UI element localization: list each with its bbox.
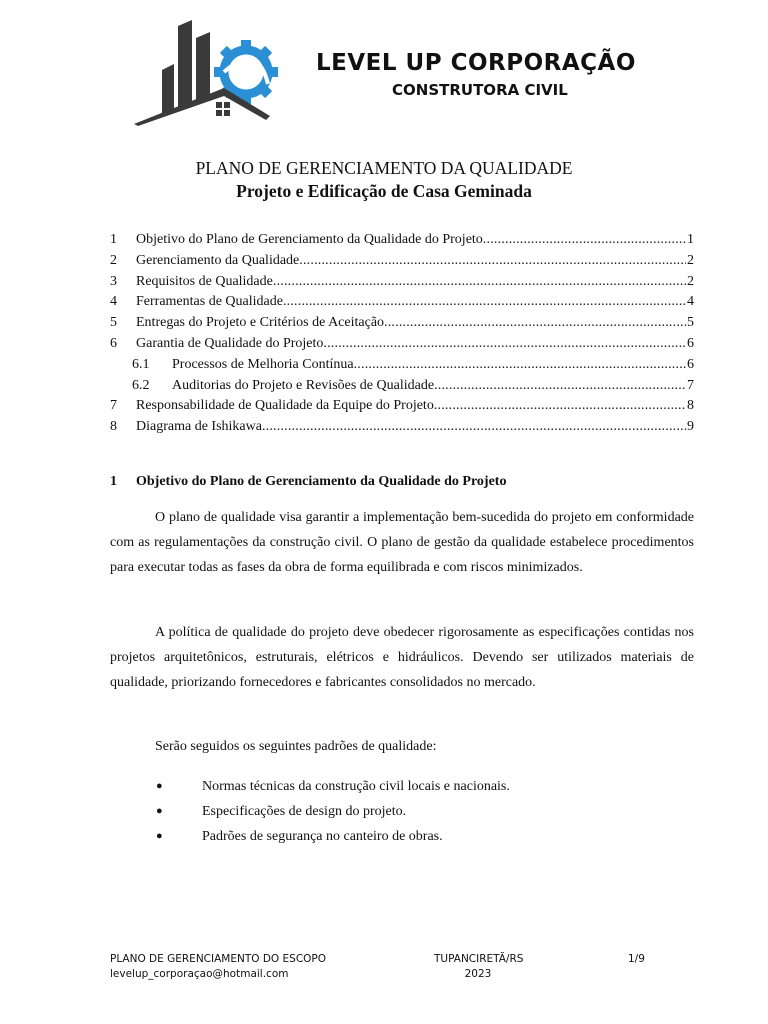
footer-center [434,952,522,982]
company-logo [128,12,288,132]
toc-title: Garantia de Qualidade do Projeto [136,335,324,351]
toc-page-number: 8 [687,398,694,414]
logo-building-center [178,20,192,109]
toc-subentry[interactable] [110,378,694,399]
toc-page-number: 2 [687,273,694,289]
toc-number: 6 [110,335,117,351]
toc-number: 6.2 [132,377,150,393]
toc-subentry[interactable] [110,357,694,378]
toc-leader [262,419,686,435]
footer-city: TUPANCIRETÃ/RS [434,953,524,965]
toc-entry[interactable] [110,336,694,357]
footer-doc-name: PLANO DE GERENCIAMENTO DO ESCOPO [110,953,327,965]
toc-title: Entregas do Projeto e Critérios de Aceitação [136,315,385,331]
toc-entry[interactable] [110,294,694,315]
toc-page-number: 2 [687,252,694,268]
list-item [110,774,694,799]
toc-title: Processos de Melhoria Contínua [172,356,354,372]
section-number: 1 [110,474,117,489]
paragraph: A política de qualidade do projeto deve obedecer rigorosamente as especificações contidas nos projetos arquitetônicos, estruturais, elétricos e hidráulicos. Devendo ser utilizados materiais de qualidade, priorizando fornecedores e fabricantes consolidados no mercado. [110,625,694,690]
toc-title: Gerenciamento da Qualidade [136,252,300,268]
toc-number: 3 [110,273,117,289]
toc-page-number: 6 [687,335,694,351]
toc-leader [283,294,686,310]
list-item [110,799,694,824]
bullet-icon: ● [156,830,163,842]
bullet-icon: ● [156,805,163,817]
toc-number: 6.1 [132,356,150,372]
toc-leader [384,315,686,331]
footer-year: 2023 [464,968,492,980]
toc-entry[interactable] [110,232,694,253]
toc-title: Auditorias do Projeto e Revisões de Qualidade [172,377,435,393]
toc-number: 1 [110,232,117,247]
bullet-icon: ● [156,780,163,792]
company-subtitle: CONSTRUTORA CIVIL [392,81,568,99]
document-title: PLANO DE GERENCIAMENTO DA QUALIDADE [195,158,573,178]
bullet-list [110,774,694,849]
toc-page-number: 1 [687,232,694,247]
list-item-text: Padrões de segurança no canteiro de obras. [202,829,443,844]
logo-building-right [196,32,210,100]
list-item-text: Especificações de design do projeto. [202,804,407,819]
toc-entry[interactable] [110,419,694,440]
toc-entry[interactable] [110,274,694,295]
toc-leader [354,357,686,373]
toc-title: Responsabilidade de Qualidade da Equipe do Projeto [136,398,434,414]
document-subtitle: Projeto e Edificação de Casa Geminada [236,181,532,201]
toc-page-number: 5 [687,315,694,331]
toc-title: Objetivo do Plano de Gerenciamento da Qualidade do Projeto [136,232,483,247]
footer-left [110,952,326,982]
toc-entry[interactable] [110,315,694,336]
section-heading [110,474,506,490]
list-item-text: Normas técnicas da construção civil locais e nacionais. [202,779,510,794]
toc-entry[interactable] [110,253,694,274]
toc-leader [299,253,686,269]
toc-leader [273,274,686,290]
toc-leader [434,378,686,394]
table-of-contents [110,232,694,440]
toc-number: 5 [110,315,117,331]
toc-page-number: 6 [687,356,694,372]
toc-number: 8 [110,419,117,435]
toc-entry[interactable] [110,398,694,419]
toc-title: Ferramentas de Qualidade [136,294,283,310]
toc-page-number: 7 [687,377,694,393]
toc-number: 2 [110,252,117,268]
logo-window [216,102,230,116]
toc-number: 4 [110,294,117,310]
list-item [110,824,694,849]
toc-title: Requisitos de Qualidade [136,273,273,289]
company-name: LEVEL UP CORPORAÇÃO [316,50,636,76]
paragraph: O plano de qualidade visa garantir a implementação bem-sucedida do projeto em conformidade com as regulamentações da construção civil. O plano de gestão da qualidade estabelece procedimentos para executar todas as fases da obra de forma equilibrada e com riscos minimizados. [110,510,694,575]
section-title: Objetivo do Plano de Gerenciamento da Qualidade do Projeto [136,474,507,489]
logo-building-left [162,64,174,116]
toc-leader [434,398,686,414]
toc-number: 7 [110,398,117,414]
toc-leader [323,336,686,352]
toc-leader [483,232,686,248]
footer-page-number: 1/9 [628,953,645,965]
toc-page-number: 4 [687,294,694,310]
footer-email: levelup_corporaçao@hotmail.com [110,968,289,980]
paragraph: Serão seguidos os seguintes padrões de qualidade: [155,739,437,754]
toc-page-number: 9 [687,419,694,435]
toc-title: Diagrama de Ishikawa [136,419,262,435]
